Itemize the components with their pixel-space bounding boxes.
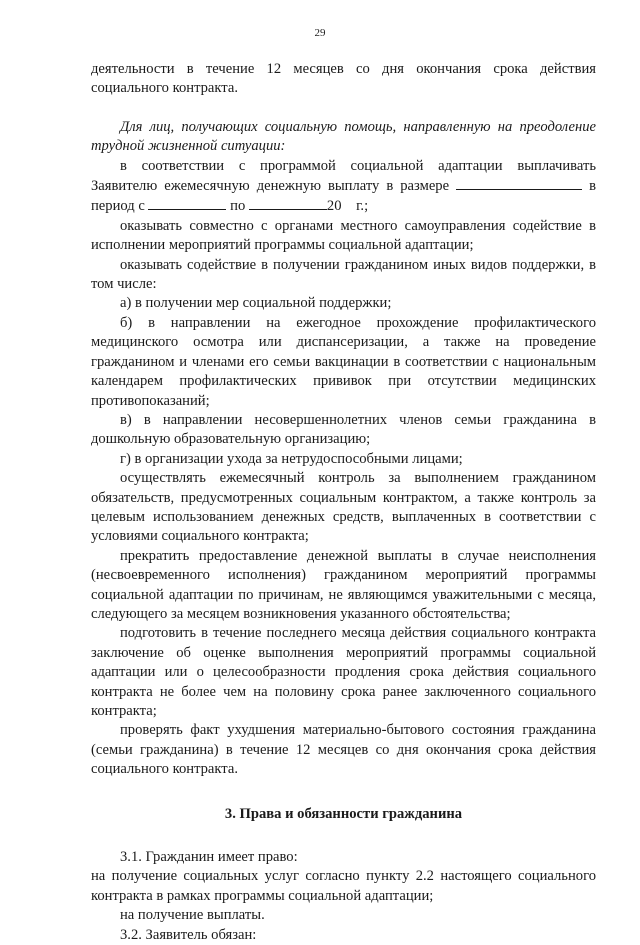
date-from-blank xyxy=(148,196,226,210)
paragraph-control: осуществлять ежемесячный контроль за выполнением гражданином обязательств, предусмотренных социальным контрактом, а также контроль за целевым использованием денежных средств, выплаченных в соответствии с условиями социального контракта; xyxy=(91,470,596,545)
paragraph-stop: прекратить предоставление денежной выплаты в случае неисполнения (несвоевременного исполнения) гражданином мероприятий программы социальной адаптации по причинам, не являющимся уважительными с месяца, следующего за месяцем возникновения указанного обстоятельства; xyxy=(91,547,596,622)
date-to-blank xyxy=(249,196,327,210)
paragraph-assist: оказывать совместно с органами местного самоуправления содействие в исполнении мероприятий программы социальной адаптации; xyxy=(91,217,596,254)
paragraph-verify: проверять факт ухудшения материально-бытового состояния гражданина (семьи гражданина) в течение 12 месяцев со дня окончания срока действия социального контракта. xyxy=(91,722,596,778)
paragraph-prepare: подготовить в течение последнего месяца действия социального контракта заключение об оценке выполнения мероприятий программы социальной адаптации или о целесообразности продления срока действия социального контракта не более чем на половину срока ранее заключенного социального контракта; xyxy=(91,625,596,719)
page-number: 29 xyxy=(314,27,326,39)
paragraph-3-1: 3.1. Гражданин имеет право: xyxy=(120,849,298,866)
payment-clause-year-suffix: г.; xyxy=(356,198,369,215)
paragraph-situation-title: Для лиц, получающих социальную помощь, направленную на преодоление трудной жизненной ситуации: xyxy=(91,118,596,155)
paragraph-services: на получение социальных услуг согласно пункту 2.2 настоящего социального контракта в рамках программы социальной адаптации; xyxy=(91,868,596,904)
amount-blank xyxy=(456,176,582,190)
payment-clause-text: в соответствии с программой социальной адаптации выплачивать Заявителю ежемесячную денежную выплату в размере xyxy=(91,157,596,195)
list-item-v: в) в направлении несовершеннолетних членов семьи гражданина в дошкольную образовательную организацию; xyxy=(91,411,596,448)
paragraph-payment: на получение выплаты. xyxy=(120,907,265,924)
payment-clause-to: по xyxy=(230,198,246,215)
list-item-a: а) в получении мер социальной поддержки; xyxy=(120,295,392,312)
payment-clause-year: 20 xyxy=(326,198,342,215)
payment-clause-period: период с xyxy=(91,198,145,215)
document-body xyxy=(91,60,596,945)
paragraph-intro: деятельности в течение 12 месяцев со дня окончания срока действия социального контракта. xyxy=(91,61,596,97)
payment-clause-in: в xyxy=(589,178,597,195)
paragraph-3-2: 3.2. Заявитель обязан: xyxy=(120,926,257,943)
paragraph-payment-clause xyxy=(91,157,596,217)
list-item-b: б) в направлении на ежегодное прохождение профилактического медицинского осмотра или диспансеризации, а также на проведение гражданином и членами его семьи вакцинации в соответствии с национальным календарем профилактических прививок при отсутствии медицинских противопоказаний; xyxy=(91,314,596,409)
list-item-g: г) в организации ухода за нетрудоспособными лицами; xyxy=(120,450,463,467)
paragraph-support: оказывать содействие в получении гражданином иных видов поддержки, в том числе: xyxy=(91,256,596,293)
section-heading: 3. Права и обязанности гражданина xyxy=(224,805,463,822)
